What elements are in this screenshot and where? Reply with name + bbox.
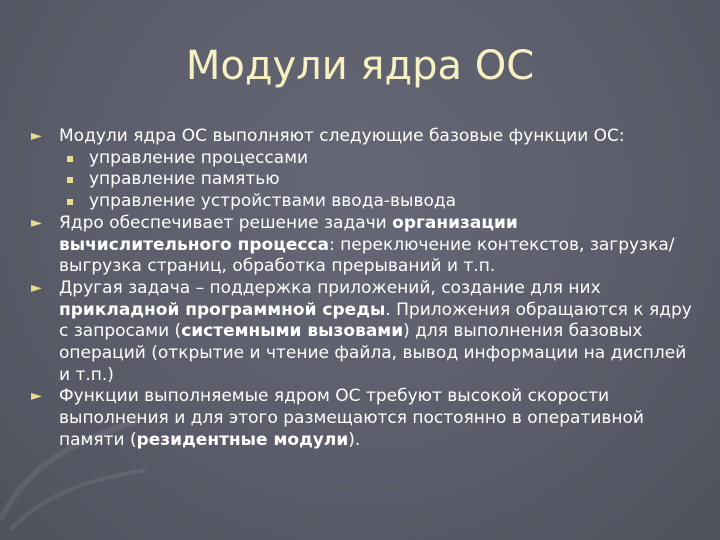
sub-item	[59, 169, 696, 191]
sub-item-text: управление памятью	[89, 169, 280, 190]
bullet-item-app-support	[28, 278, 696, 387]
bullet-text: ).	[348, 429, 361, 450]
square-bullet-icon	[67, 177, 73, 183]
bullet-text: Функции выполняемые ядром ОС требуют высокой скорости выполнения и для этого размещаются постоянно в оперативной памяти (	[59, 386, 644, 450]
triangle-arrow-icon: ►	[31, 279, 42, 296]
sub-item-text: управление устройствами ввода-вывода	[89, 191, 457, 212]
bullet-item-functions	[28, 126, 696, 213]
sub-item	[59, 191, 696, 213]
bold-term: резидентные модули	[136, 429, 349, 450]
bullet-list	[28, 126, 696, 452]
bold-term: организации вычислительного процесса	[59, 212, 518, 255]
bold-term: системными вызовами	[181, 321, 404, 342]
bullet-item-resident	[28, 386, 696, 451]
bold-term: прикладной программной среды	[59, 299, 386, 320]
sub-list	[59, 148, 696, 213]
triangle-arrow-icon: ►	[31, 214, 42, 231]
square-bullet-icon	[67, 199, 73, 205]
triangle-arrow-icon: ►	[31, 388, 42, 405]
slide-title: Модули ядра ОС	[185, 43, 535, 89]
bullet-text: Модули ядра ОС выполняют следующие базовые функции ОС:	[59, 126, 625, 146]
triangle-arrow-icon: ►	[31, 128, 42, 144]
bullet-text: Другая задача – поддержка приложений, создание для них	[59, 277, 601, 298]
bullet-text: . Приложения обращаются к ядру с запросами (	[59, 299, 692, 342]
bullet-item-kernel-process	[28, 213, 696, 278]
bullet-text: ) для выполнения базовых операций (открытие и чтение файла, вывод информации на дисплей и т.п.)	[59, 321, 687, 385]
square-bullet-icon	[67, 156, 73, 162]
bullet-text: : переключение контекстов, загрузка/выгрузка страниц, обработка прерываний и т.п.	[59, 234, 675, 277]
sub-item	[59, 148, 696, 170]
bullet-text: Ядро обеспечивает решение задачи	[59, 212, 393, 233]
sub-item-text: управление процессами	[89, 147, 309, 168]
